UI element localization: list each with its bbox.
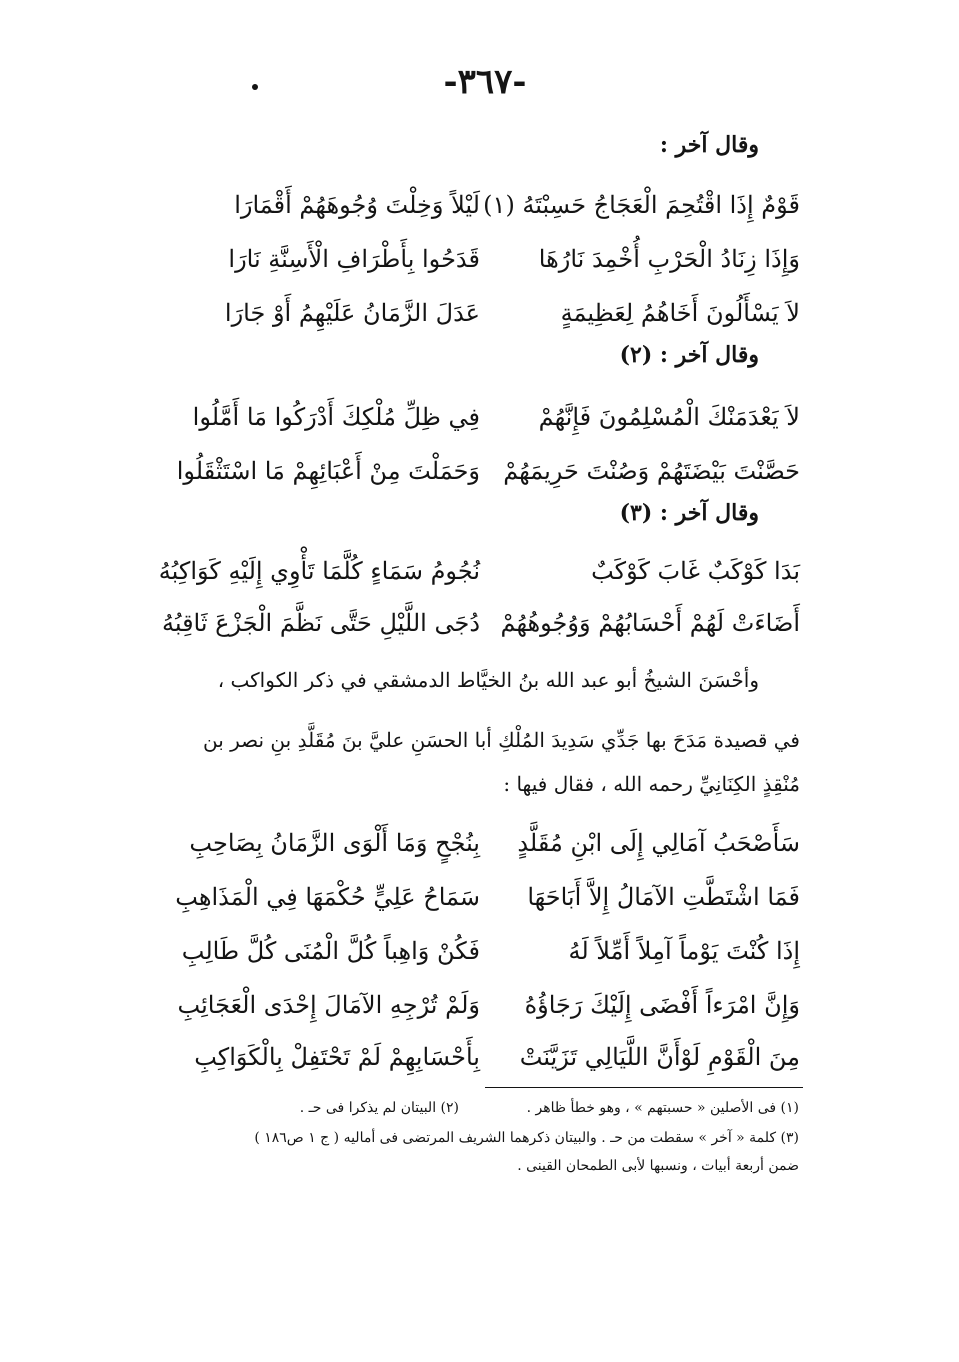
verse-second-hemistich: عَدَلَ الزَّمَانُ عَلَيْهِمُ أَوْ جَارَا [224, 299, 480, 327]
prose-line-3: مُنْقِذٍ الكِنَانِيِّ رحمه الله ، فقال فيها : [503, 772, 800, 796]
footnote-3: (٣) كلمة « آخر » سقطت من حـ . والبيتان ذكرهما الشريف المرتضى فى أماليه ( ج ١ ص١٨٦ ) [254, 1130, 799, 1146]
verse-first-hemistich: لاَ يَسْأَلُونَ أَخَاهُمُ لِعَظِيمَةٍ [560, 299, 800, 327]
verse-4-2 [160, 874, 800, 920]
verse-4-1 [160, 820, 800, 866]
verse-first-hemistich: إِذَا كُنْتَ يَوْماً آمِلاً أَمِّلاً لَهُ [568, 937, 800, 965]
section-heading-1: وقال آخر : [659, 132, 759, 158]
verse-4-5 [160, 1034, 800, 1080]
verse-second-hemistich: نُجُومُ سَمَاءٍ كُلَّمَا تَأْوِي إِلَيْهِ كَوَاكِبُهُ [158, 557, 480, 585]
verse-3-1 [160, 548, 800, 594]
prose-line-2: في قصيدة مَدَحَ بها جَدِّي سَدِيدَ المُلْكِ أبا الحسَنِ عليَّ بنَ مُقَلَّدِ بنِ نصر بن [202, 728, 800, 752]
verse-first-hemistich: مِنَ الْقَوْمِ لَوْأَنَّ اللَّيَالِي تَزَيَّنَتْ [519, 1043, 800, 1071]
verse-1-3 [160, 290, 800, 336]
verse-first-hemistich: وَإِذَا زِنَادُ الْحَرْبِ أُخْمِدَ نَارُهَا [538, 245, 800, 273]
verse-4-4 [160, 982, 800, 1028]
verse-first-hemistich: قَوْمٌ إِذَا اقْتُحِمَ الْعَجَاجُ حَسِبْتَهُ (١) [483, 191, 800, 219]
verse-first-hemistich: حَصَّنْتَ بَيْضَتَهُمْ وَصُنْتَ حَرِيمَهُمْ [503, 457, 800, 485]
footnote-2: (٢) البيتان لم يذكرا فى حـ . [299, 1100, 459, 1116]
footnote-1: (١) فى الأصلين « حسبتهم » ، وهو خطأ ظاهر . [526, 1100, 799, 1116]
section-heading-3: وقال آخر : (٣) [619, 500, 759, 526]
verse-second-hemistich: فَكُنْ وَاهِباً كُلَّ الْمُنَى كُلَّ طَالِبِ [181, 937, 480, 965]
verse-first-hemistich: لاَ يَعْدَمَنْكَ الْمُسْلِمُونَ فَإِنَّهُمْ [538, 403, 800, 431]
verse-second-hemistich: دُجَى اللَّيْلِ حَتَّى نَظَّمَ الْجَزْعَ ثَاقِبُهُ [161, 609, 480, 637]
verse-first-hemistich: سَأَصْحَبُ آمَالِي إِلَى ابْنِ مُقَلَّدٍ [517, 829, 800, 857]
verse-first-hemistich: بَدَا كَوْكَبٌ غَابَ كَوْكَبٌ [591, 557, 800, 585]
verse-second-hemistich: سَمَاحُ عَلِيٍّ حُكْمَهَا فِي الْمَذَاهِبِ [175, 883, 480, 911]
prose-line-1: وأحْسَنَ الشيخُ أبو عبد الله بنُ الخيَّاط الدمشقي في ذكر الكواكب ، [217, 668, 759, 692]
verse-second-hemistich: فِي ظِلِّ مُلْكِكَ أَدْرَكُوا مَا أَمَّلُوا [192, 403, 480, 431]
verse-4-3 [160, 928, 800, 974]
section-heading-2: وقال آخر : (٢) [619, 342, 759, 368]
verse-first-hemistich: فَمَا اشْتَطَّتِ الآمَالُ إِلاَّ أَبَاحَهَا [527, 883, 800, 911]
footnote-3-continued: ضمن أربعة أبيات ، ونسبها لأبى الطمحان القينى . [517, 1158, 799, 1174]
verse-2-1 [160, 394, 800, 440]
verse-second-hemistich: وَلَمْ تُرْجِهِ الآمَالَ إِحْدَى الْعَجَائِبِ [177, 991, 480, 1019]
verse-2-2 [160, 448, 800, 494]
verse-first-hemistich: وَإِنَّ امْرَءاً أَفْضَى إِلَيْكَ رَجَاؤُهُ [524, 991, 800, 1019]
page-number: -٣٦٧- [443, 62, 527, 102]
footnote-rule [485, 1087, 803, 1088]
verse-second-hemistich: بِأَحْسَابِهِمْ لَمْ تَحْتَفِلْ بِالْكَوَاكِبِ [194, 1043, 480, 1071]
verse-first-hemistich: أَضَاءَتْ لَهُمْ أَحْسَابُهُمْ وَوُجُوهُهُمْ [500, 609, 800, 637]
verse-3-2 [160, 600, 800, 646]
verse-1-2 [160, 236, 800, 282]
verse-second-hemistich: بِنُجْحٍ وَمَا أَلْوَى الزَّمَانُ بِصَاحِبِ [189, 829, 480, 857]
ink-dot [252, 84, 258, 90]
verse-1-1 [160, 182, 800, 228]
verse-second-hemistich: لَيْلاً وَخِلْتَ وُجُوهَهُمْ أَقْمَارَا [234, 191, 480, 219]
verse-second-hemistich: قَدَحُوا بِأَطْرَافِ الْأَسِنَّةِ نَارَا [228, 245, 480, 273]
verse-second-hemistich: وَحَمَلْتَ مِنْ أَعْبَائِهِمْ مَا اسْتَثْقَلُوا [176, 457, 480, 485]
